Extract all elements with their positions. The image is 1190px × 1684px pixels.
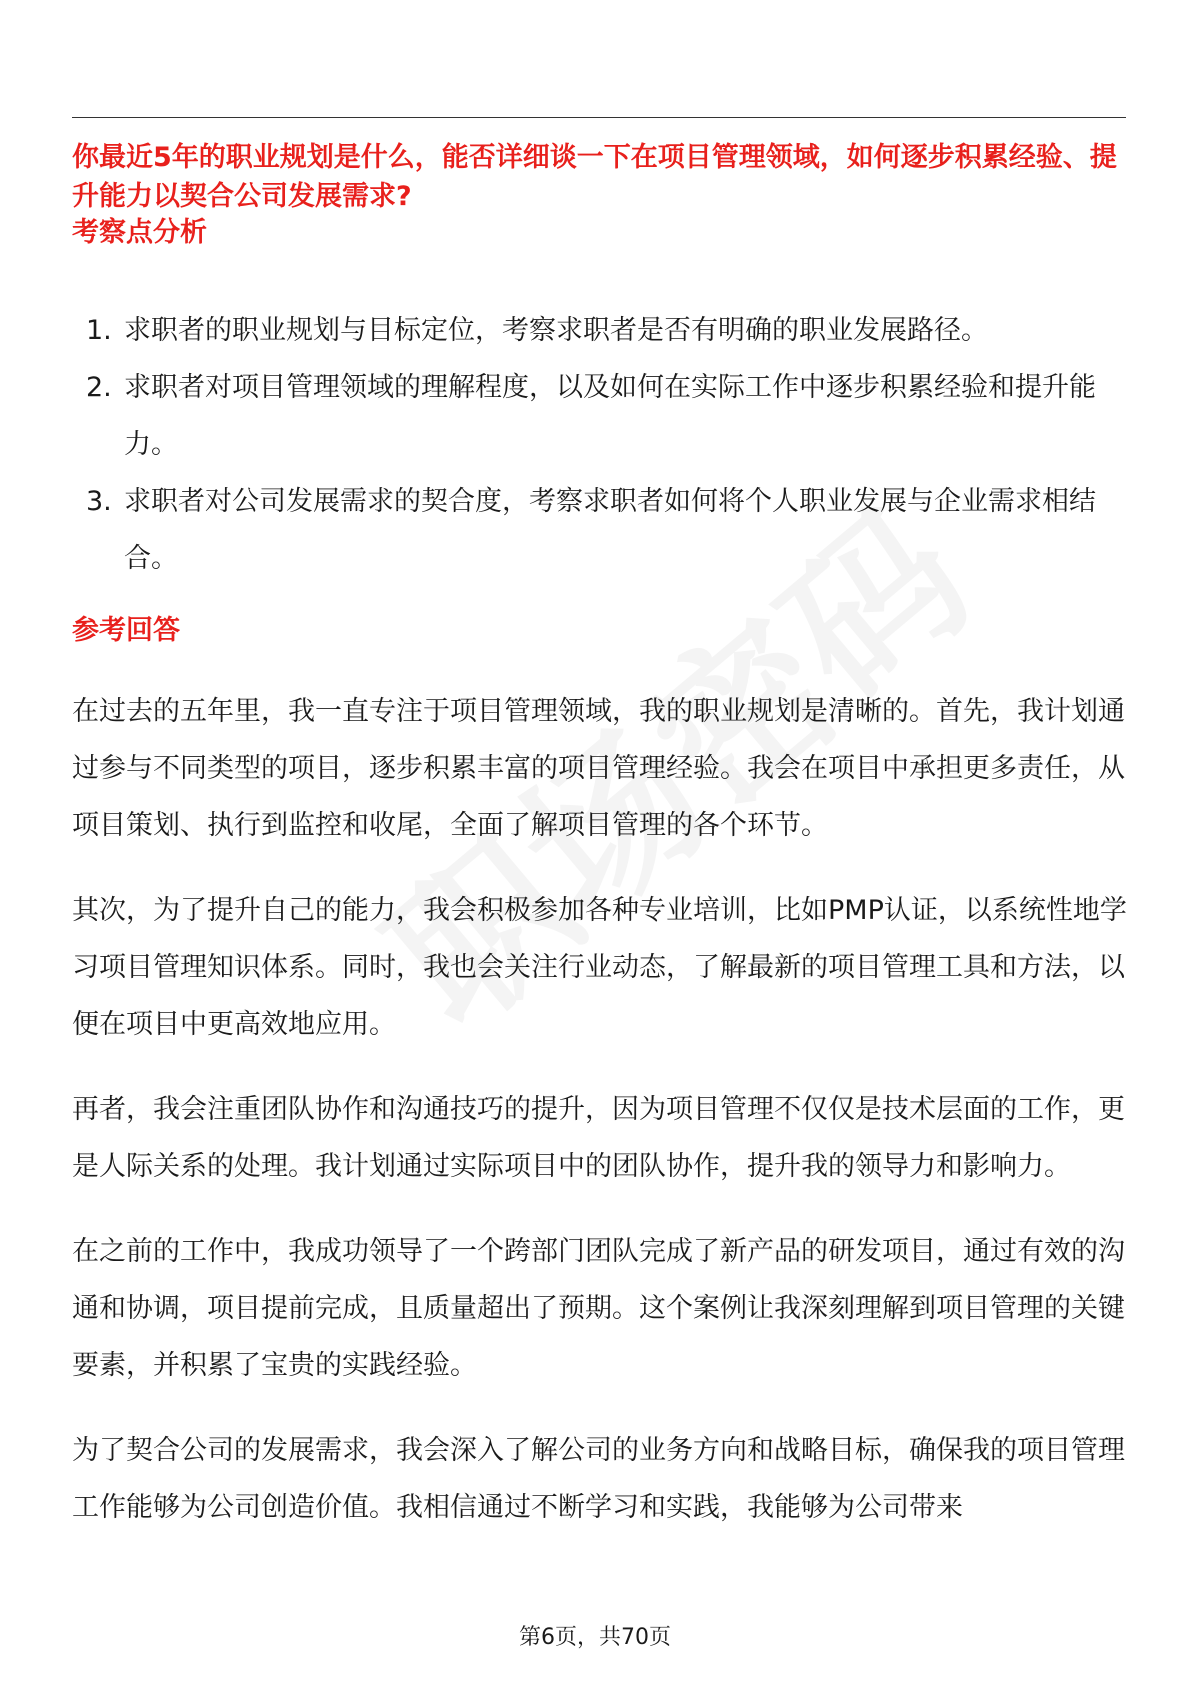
answer-paragraph: 其次，为了提升自己的能力，我会积极参加各种专业培训，比如PMP认证，以系统性地学习项目管理知识体系。同时，我也会关注行业动态，了解最新的项目管理工具和方法，以便在项目中更高效地应用。 xyxy=(72,895,1127,1040)
answer-paragraph: 为了契合公司的发展需求，我会深入了解公司的业务方向和战略目标，确保我的项目管理工作能够为公司创造价值。我相信通过不断学习和实践，我能够为公司带来 xyxy=(72,1435,1125,1523)
top-divider xyxy=(72,117,1126,118)
answer-paragraph: 在之前的工作中，我成功领导了一个跨部门团队完成了新产品的研发项目，通过有效的沟通和协调，项目提前完成，且质量超出了预期。这个案例让我深刻理解到项目管理的关键要素，并积累了宝贵的实践经验。 xyxy=(72,1236,1125,1381)
page-number-footer: 第6页，共70页 xyxy=(519,1625,671,1650)
list-item-number: 1. xyxy=(86,315,112,346)
analysis-points-list xyxy=(72,302,1122,587)
analysis-heading: 考察点分析 xyxy=(72,217,207,248)
answer-heading: 参考回答 xyxy=(72,615,180,646)
answer-body xyxy=(72,683,1130,1564)
list-item xyxy=(72,359,1122,473)
question-title: 你最近5年的职业规划是什么，能否详细谈一下在项目管理领域，如何逐步积累经验、提升能力以契合公司发展需求? xyxy=(72,142,1117,212)
list-item-text: 求职者的职业规划与目标定位，考察求职者是否有明确的职业发展路径。 xyxy=(124,315,988,346)
list-item xyxy=(72,302,1122,359)
list-item-number: 2. xyxy=(86,372,112,403)
list-item-text: 求职者对公司发展需求的契合度，考察求职者如何将个人职业发展与企业需求相结合。 xyxy=(124,486,1096,574)
list-item xyxy=(72,473,1122,587)
list-item-text: 求职者对项目管理领域的理解程度，以及如何在实际工作中逐步积累经验和提升能力。 xyxy=(124,372,1096,460)
answer-paragraph: 再者，我会注重团队协作和沟通技巧的提升，因为项目管理不仅仅是技术层面的工作，更是人际关系的处理。我计划通过实际项目中的团队协作，提升我的领导力和影响力。 xyxy=(72,1094,1125,1182)
answer-paragraph: 在过去的五年里，我一直专注于项目管理领域，我的职业规划是清晰的。首先，我计划通过参与不同类型的项目，逐步积累丰富的项目管理经验。我会在项目中承担更多责任，从项目策划、执行到监控和收尾，全面了解项目管理的各个环节。 xyxy=(72,696,1125,841)
list-item-number: 3. xyxy=(86,486,112,517)
